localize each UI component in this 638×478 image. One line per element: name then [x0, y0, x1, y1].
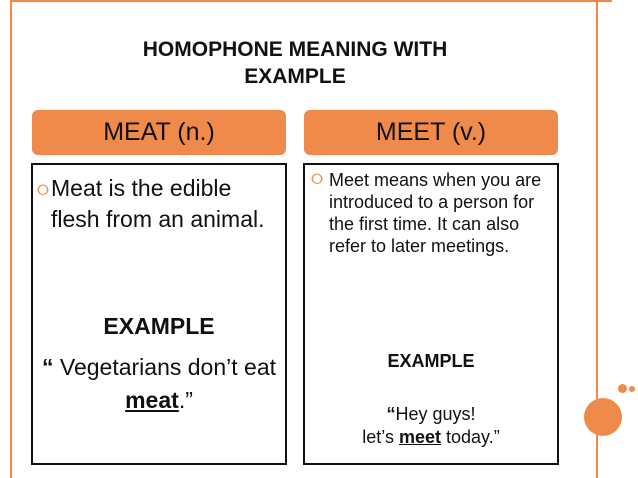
meet-quote-first: Hey guys!	[395, 404, 476, 424]
bullet-icon: ⭘	[311, 171, 324, 188]
decorative-dot	[629, 386, 635, 392]
slide-title	[80, 36, 510, 90]
meet-quote-line2	[305, 426, 557, 449]
meet-definition-item	[311, 169, 551, 257]
meat-definition: Meat is the edible flesh from an animal.	[51, 175, 265, 232]
meet-keyword: meet	[398, 427, 441, 447]
meat-content-box	[31, 163, 287, 465]
slide-title-line1: HOMOPHONE MEANING WITH	[142, 38, 448, 61]
meat-example-quote	[33, 351, 285, 417]
decorative-dot	[618, 384, 627, 393]
meat-quote-text: Vegetarians don’t eat	[53, 354, 276, 380]
meet-example-quote	[305, 403, 557, 449]
header-meat: MEAT (n.)	[32, 110, 286, 155]
meet-content-box	[303, 163, 559, 465]
meet-quote-text: let’s	[362, 427, 399, 447]
frame-top-line	[10, 0, 612, 2]
header-meet: MEET (v.)	[304, 110, 558, 155]
meat-definition-item	[37, 173, 281, 235]
bullet-icon: ⭘	[37, 182, 50, 199]
meet-definition: Meet means when you are introduced to a person for the first time. It can also refer to later meetings.	[329, 170, 542, 256]
meet-example-label: EXAMPLE	[387, 351, 475, 371]
meat-quote-end: .”	[178, 387, 193, 413]
meet-quote-end: today.”	[441, 427, 500, 447]
meat-example-label: EXAMPLE	[103, 313, 215, 339]
meat-keyword: meat	[125, 387, 179, 413]
quote-mark: “	[42, 354, 54, 380]
meet-quote-line1	[305, 403, 557, 426]
decorative-circle	[584, 398, 622, 436]
frame-left-line	[10, 0, 12, 478]
quote-mark: “	[386, 404, 396, 424]
slide-title-line2: EXAMPLE	[244, 65, 346, 88]
